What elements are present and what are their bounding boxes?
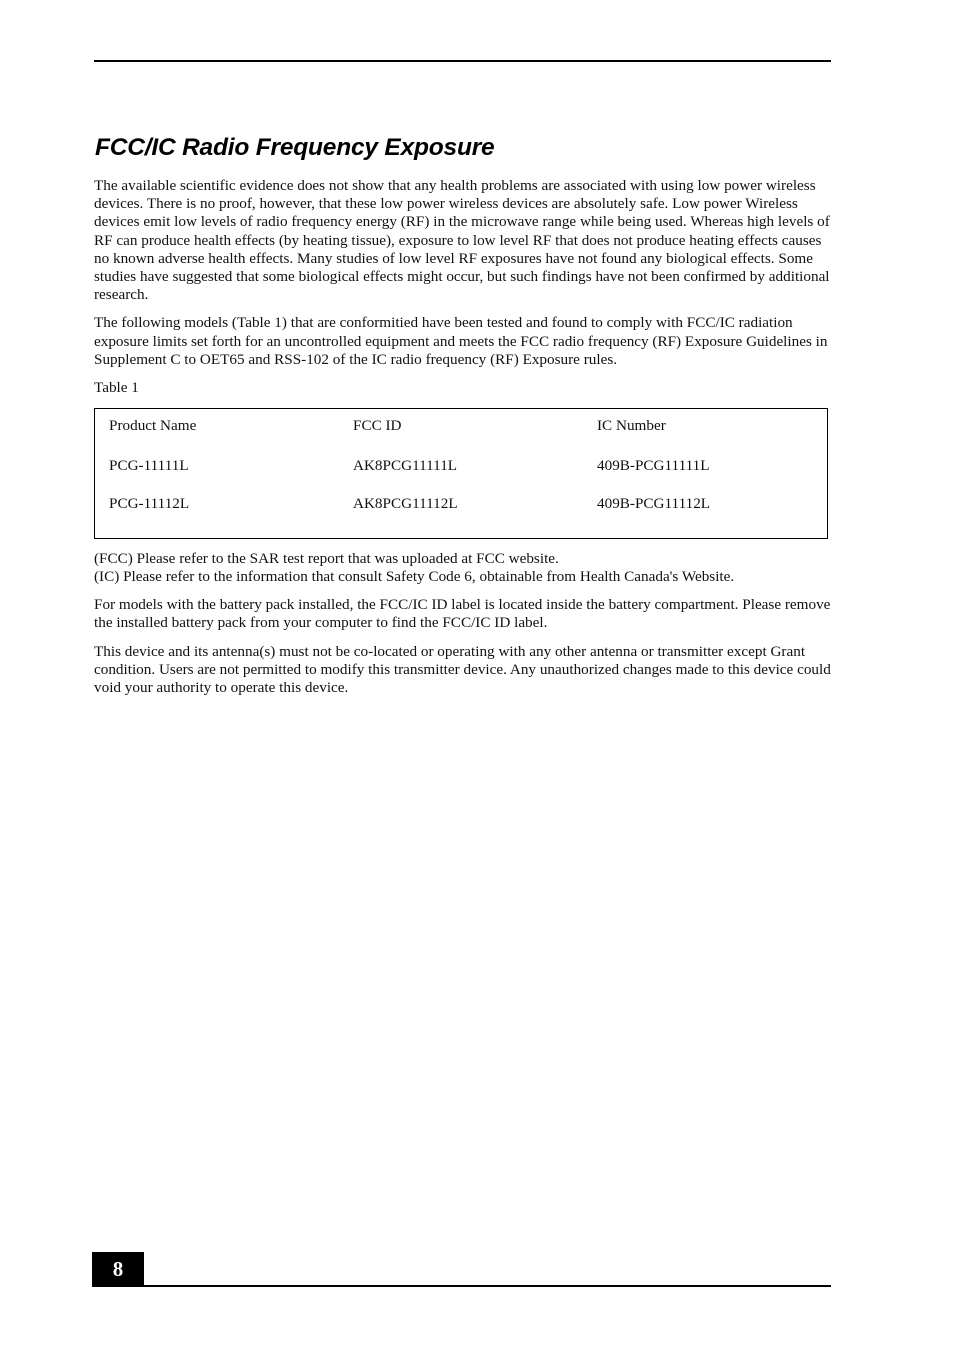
header-product-name: Product Name bbox=[109, 417, 197, 435]
paragraph-battery-label: For models with the battery pack installed, the FCC/IC ID label is located inside the battery compartment. Please remove the installed battery pack from your computer to find the FCC/IC ID label. bbox=[94, 596, 831, 632]
note-fcc: (FCC) Please refer to the SAR test report that was uploaded at FCC website. bbox=[94, 549, 559, 567]
paragraph-models-compliance: The following models (Table 1) that are conformitied have been tested and found to comply with FCC/IC radiation exposure limits set forth for an uncontrolled equipment and meets the FCC radio frequency (RF) Exposure Guidelines in Supplement C to OET65 and RSS-102 of the IC radio frequency (RF) Exposure rules. bbox=[94, 314, 828, 368]
cell-product-name: PCG-11112L bbox=[109, 495, 190, 513]
document-body bbox=[94, 134, 831, 707]
note-ic: (IC) Please refer to the information that consult Safety Code 6, obtainable from Health Canada's Website. bbox=[94, 567, 735, 585]
page-number: 8 bbox=[92, 1252, 144, 1287]
cell-fcc-id: AK8PCG11112L bbox=[353, 495, 458, 513]
table-header-row bbox=[95, 417, 827, 457]
header-ic-number: IC Number bbox=[597, 417, 666, 435]
header-rule bbox=[94, 60, 831, 62]
cell-fcc-id: AK8PCG11111L bbox=[353, 456, 458, 474]
cell-ic-number: 409B-PCG11112L bbox=[597, 495, 711, 513]
footer-rule bbox=[94, 1285, 831, 1287]
paragraph-antenna-warning: This device and its antenna(s) must not be co-located or operating with any other antenna or transmitter except Grant condition. Users are not permitted to modify this transmitter device. Any unauthorized changes made to this device could void your authority to operate this device. bbox=[94, 642, 831, 696]
header-fcc-id: FCC ID bbox=[353, 417, 402, 435]
cell-ic-number: 409B-PCG11111L bbox=[597, 456, 710, 474]
page-title: FCC/IC Radio Frequency Exposure bbox=[95, 134, 495, 161]
paragraph-rf-evidence: The available scientific evidence does not show that any health problems are associated with using low power wireless devices. There is no proof, however, that these low power wireless devices are absolutely safe. Low power Wireless devices emit low levels of radio frequency energy (RF) in the microwave range while being used. Whereas high levels of RF can produce health effects (by heating tissue), exposure to low level RF that does not produce heating effects causes no known adverse health effects. Many studies of low level RF exposures have not found any biological effects. Some studies have suggested that some biological effects might occur, but such findings have not been confirmed by additional research. bbox=[94, 177, 830, 304]
table-caption: Table 1 bbox=[94, 379, 139, 397]
models-table bbox=[94, 408, 828, 539]
cell-product-name: PCG-11111L bbox=[109, 456, 189, 474]
table-row bbox=[95, 457, 827, 496]
table-row bbox=[95, 495, 827, 534]
